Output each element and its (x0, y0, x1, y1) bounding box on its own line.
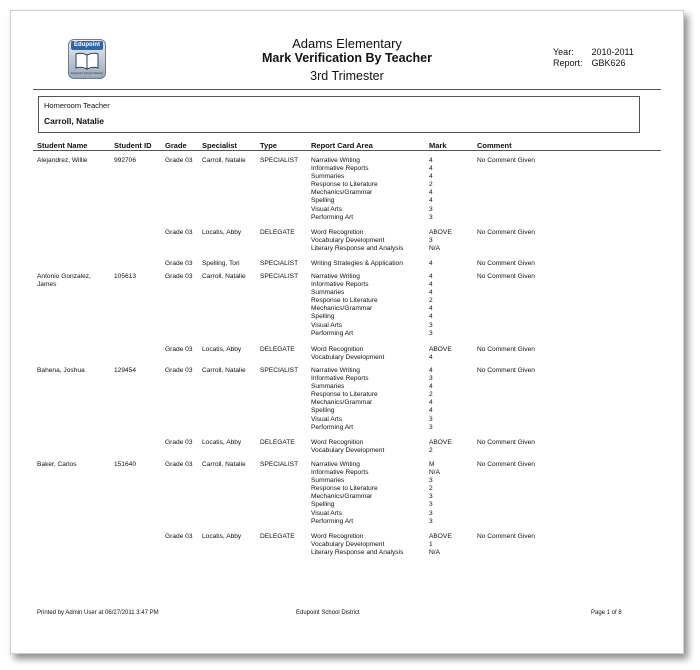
mark: 3 (429, 493, 433, 501)
student-name: Bahena, Joshua (37, 367, 85, 374)
student-name: Baker, Carlos (37, 461, 77, 468)
term-label: 3rd Trimester (310, 69, 384, 83)
marks (429, 157, 433, 222)
area: Literary Response and Analysis (311, 549, 404, 557)
area: Visual Arts (311, 205, 343, 213)
mark: 4 (429, 157, 433, 164)
area: Narrative Writing (311, 367, 360, 374)
area: Word Recognition (311, 229, 364, 236)
column-header-divider (33, 150, 661, 151)
report-page (10, 10, 684, 654)
mark: ABOVE (429, 533, 452, 540)
report-card-areas (311, 533, 403, 557)
area: Vocabulary Development (311, 354, 385, 362)
marks (429, 260, 433, 268)
mark: 4 (429, 313, 433, 321)
footer-printed-by: Printed by Admin User at 06/27/2011 3:47 PM (37, 610, 159, 616)
area: Informative Reports (311, 281, 369, 289)
student-name: Antonio Gonzalez, James (37, 273, 91, 289)
type: SPECIALIST (260, 461, 299, 468)
specialist: Locatis, Abby (202, 439, 242, 446)
col-specialist: Specialist (202, 141, 238, 150)
area: Summaries (311, 289, 345, 297)
mark: 4 (429, 197, 433, 205)
grade: Grade 03 (165, 439, 193, 446)
area: Response to Literature (311, 485, 378, 493)
area: Summaries (311, 173, 345, 181)
comment: No Comment Given (477, 229, 535, 236)
area: Summaries (311, 477, 345, 485)
grade: Grade 03 (165, 260, 193, 267)
area: Visual Arts (311, 415, 343, 423)
mark: 4 (429, 354, 433, 362)
type: DELEGATE (260, 229, 295, 236)
area: Mechanics/Grammar (311, 399, 373, 407)
grade: Grade 03 (165, 367, 193, 374)
comment: No Comment Given (477, 461, 535, 468)
student-id: 992706 (114, 157, 137, 164)
area: Narrative Writing (311, 273, 360, 280)
report-meta (553, 47, 634, 68)
report-card-areas (311, 273, 378, 338)
mark: 4 (429, 173, 433, 181)
area: Summaries (311, 383, 345, 391)
specialist: Locatis, Abby (202, 229, 242, 236)
mark: ABOVE (429, 346, 452, 353)
school-name: Adams Elementary (292, 36, 402, 51)
logo-text: Edupoint (71, 41, 103, 50)
comment: No Comment Given (477, 533, 535, 540)
marks (429, 367, 433, 432)
area: Informative Reports (311, 375, 369, 383)
area: Informative Reports (311, 469, 369, 477)
marks (429, 273, 433, 338)
area: Performing Art (311, 517, 354, 525)
area: Informative Reports (311, 165, 369, 173)
specialist: Locatis, Abby (202, 533, 242, 540)
type: DELEGATE (260, 346, 295, 353)
mark: 3 (429, 415, 433, 423)
comment: No Comment Given (477, 273, 535, 280)
type: SPECIALIST (260, 260, 299, 267)
comment: No Comment Given (477, 439, 535, 446)
area: Literary Response and Analysis (311, 245, 404, 253)
homeroom-box (38, 96, 640, 133)
marks (429, 461, 440, 526)
grade: Grade 03 (165, 157, 193, 164)
report-card-areas (311, 229, 403, 253)
report-label: Report: (553, 57, 583, 68)
area: Performing Art (311, 213, 354, 221)
area: Spelling (311, 407, 335, 415)
type: DELEGATE (260, 533, 295, 540)
marks (429, 229, 452, 253)
grade: Grade 03 (165, 229, 193, 236)
marks (429, 346, 452, 362)
area: Performing Art (311, 329, 354, 337)
mark: 2 (429, 391, 433, 399)
area: Visual Arts (311, 509, 343, 517)
student-name: Alejandrez, Willie (37, 157, 88, 164)
mark: ABOVE (429, 439, 452, 446)
mark: 4 (429, 367, 433, 374)
area: Response to Literature (311, 297, 378, 305)
footer-page-number: Page 1 of 8 (591, 610, 622, 616)
report-card-areas (311, 346, 384, 362)
specialist: Carroll, Natalie (202, 157, 246, 164)
area: Word Recognition (311, 533, 364, 540)
student-id: 151640 (114, 461, 137, 468)
mark: N/A (429, 245, 440, 253)
marks (429, 439, 452, 455)
grade: Grade 03 (165, 533, 193, 540)
mark: 4 (429, 289, 433, 297)
mark: 4 (429, 399, 433, 407)
col-mark: Mark (429, 141, 447, 150)
mark: 3 (429, 321, 433, 329)
area: Spelling (311, 197, 335, 205)
col-area: Report Card Area (311, 141, 373, 150)
area: Mechanics/Grammar (311, 493, 373, 501)
specialist: Carroll, Natalie (202, 461, 246, 468)
year-value: 2010-2011 (591, 47, 634, 57)
mark: N/A (429, 469, 440, 477)
col-type: Type (260, 141, 277, 150)
homeroom-label: Homeroom Teacher (44, 101, 110, 110)
col-grade: Grade (165, 141, 187, 150)
area: Word Recognition (311, 346, 364, 353)
col-student-name: Student Name (37, 141, 88, 150)
grade: Grade 03 (165, 461, 193, 468)
mark: 4 (429, 260, 433, 267)
student-id: 105613 (114, 273, 137, 280)
year-label: Year: (553, 47, 574, 57)
area: Response to Literature (311, 391, 378, 399)
area: Spelling (311, 501, 335, 509)
area: Narrative Writing (311, 157, 360, 164)
mark: 4 (429, 189, 433, 197)
col-comment: Comment (477, 141, 512, 150)
type: SPECIALIST (260, 273, 299, 280)
mark: 3 (429, 213, 433, 221)
comment: No Comment Given (477, 367, 535, 374)
mark: 2 (429, 181, 433, 189)
mark: 3 (429, 205, 433, 213)
type: SPECIALIST (260, 157, 299, 164)
mark: 4 (429, 273, 433, 280)
homeroom-teacher: Carroll, Natalie (44, 116, 104, 126)
col-student-id: Student ID (114, 141, 152, 150)
mark: 3 (429, 375, 433, 383)
mark: 3 (429, 517, 433, 525)
mark: 2 (429, 447, 433, 455)
type: DELEGATE (260, 439, 295, 446)
mark: 3 (429, 509, 433, 517)
area: Vocabulary Development (311, 541, 385, 549)
comment: No Comment Given (477, 346, 535, 353)
area: Vocabulary Development (311, 447, 385, 455)
mark: 3 (429, 329, 433, 337)
specialist: Carroll, Natalie (202, 273, 246, 280)
mark: 3 (429, 237, 433, 245)
report-title: Mark Verification By Teacher (262, 51, 432, 65)
specialist: Spelling, Tori (202, 260, 240, 267)
area: Mechanics/Grammar (311, 189, 373, 197)
area: Word Recognition (311, 439, 364, 446)
report-value: GBK626 (591, 57, 626, 68)
mark: M (429, 461, 435, 468)
area: Performing Art (311, 423, 354, 431)
footer-district: Edupoint School District (296, 610, 360, 616)
grade: Grade 03 (165, 346, 193, 353)
report-card-areas (311, 157, 378, 222)
mark: 4 (429, 383, 433, 391)
logo-caption: Edupoint School District (71, 71, 103, 75)
mark: 1 (429, 541, 433, 549)
header-divider (33, 89, 661, 90)
mark: 4 (429, 281, 433, 289)
student-id: 129454 (114, 367, 137, 374)
area: Visual Arts (311, 321, 343, 329)
mark: 4 (429, 407, 433, 415)
area: Narrative Writing (311, 461, 360, 468)
mark: 3 (429, 477, 433, 485)
area: Vocabulary Development (311, 237, 385, 245)
mark: 3 (429, 501, 433, 509)
specialist: Locatis, Abby (202, 346, 242, 353)
mark: 4 (429, 305, 433, 313)
mark: 3 (429, 423, 433, 431)
mark: 4 (429, 165, 433, 173)
report-card-areas (311, 367, 378, 432)
report-card-areas (311, 260, 403, 268)
type: SPECIALIST (260, 367, 299, 374)
comment: No Comment Given (477, 260, 535, 267)
mark: 2 (429, 297, 433, 305)
marks (429, 533, 452, 557)
report-card-areas (311, 439, 384, 455)
specialist: Carroll, Natalie (202, 367, 246, 374)
mark: N/A (429, 549, 440, 557)
grade: Grade 03 (165, 273, 193, 280)
area: Mechanics/Grammar (311, 305, 373, 313)
area: Writing Strategies & Application (311, 260, 403, 267)
area: Spelling (311, 313, 335, 321)
area: Response to Literature (311, 181, 378, 189)
mark: 2 (429, 485, 433, 493)
mark: ABOVE (429, 229, 452, 236)
comment: No Comment Given (477, 157, 535, 164)
report-card-areas (311, 461, 378, 526)
